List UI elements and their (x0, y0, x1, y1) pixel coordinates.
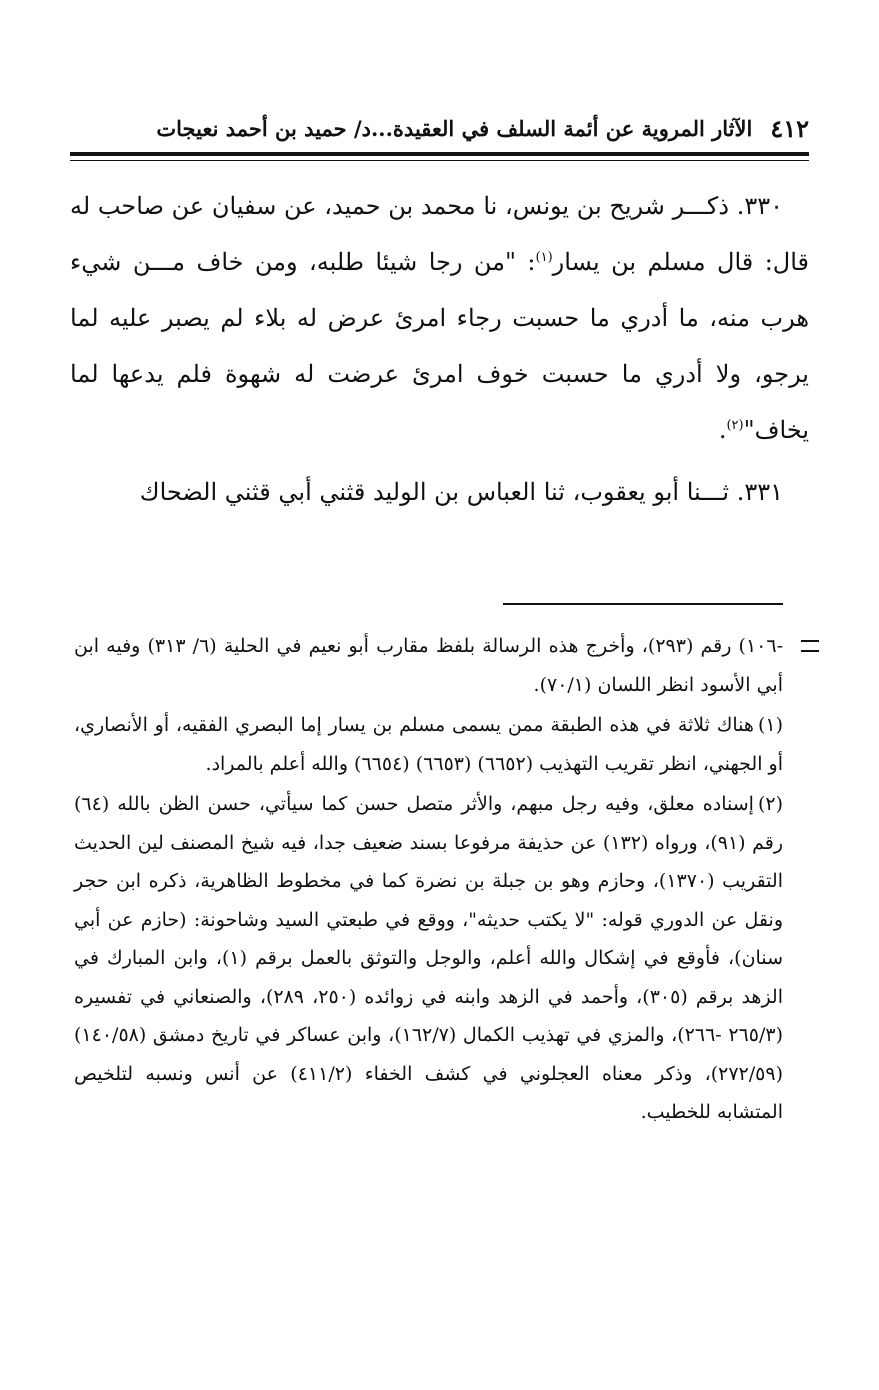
footnote-2 (74, 785, 783, 1132)
paragraph-330-tail: . (718, 416, 727, 444)
footnote-separator (503, 603, 783, 605)
header-rule-thin (70, 160, 809, 161)
running-header (70, 108, 809, 148)
header-rule-thick (70, 152, 809, 156)
running-title: الآثار المروية عن أئمة السلف في العقيدة...د/ حميد بن أحمد نعيجات (156, 115, 753, 141)
paragraph-330 (70, 178, 809, 458)
paragraph-330-middle: : "من رجا شيئا طلبه، ومن خاف مـــن شيء هرب منه، ما أدري ما حسبت رجاء امرئ عرض له بلاء لم يصبر عليه لما يرجو، ولا أدري ما حسبت خوف امرئ عرضت له شهوة فلم يدعها لما يخاف" (70, 248, 809, 444)
footnote-ref-2: (٢) (726, 418, 744, 433)
main-text (70, 178, 809, 526)
paragraph-330-lead: ٣٣٠. ذكـــر شريح بن يونس، نا محمد بن حميد، عن سفيان عن صاحب له قال: قال مسلم بن يسار (70, 192, 810, 276)
footnotes (74, 627, 783, 1134)
footnote-ref-1: (١) (535, 250, 553, 265)
footnote-continuation-mark (801, 640, 819, 652)
footnote-continuation: -١٠٦) رقم (٢٩٣)، وأخرج هذه الرسالة بلفظ مقارب أبو نعيم في الحلية (٦/ ٣١٣) وفيه ابن أبي الأسود انظر اللسان (٧٠/١). (74, 635, 783, 696)
footnote-1-number: (١) (757, 714, 783, 736)
footnote-1-text: هناك ثلاثة في هذه الطبقة ممن يسمى مسلم بن يسار إما البصري الفقيه، أو الأنصاري، أو الجهني، انظر تقريب التهذيب (٦٦٥٢) (٦٦٥٣) (٦٦٥٤) والله أعلم بالمراد. (74, 714, 783, 775)
footnote-2-number: (٢) (757, 793, 783, 815)
footnote-1 (74, 706, 783, 783)
footnote-2-text: إسناده معلق، وفيه رجل مبهم، والأثر متصل حسن كما سيأتي، حسن الظن بالله (٦٤) رقم (٩١)، ورواه (١٣٢) عن حذيفة مرفوعا بسند ضعيف جدا، فيه شيخ المصنف لين الحديث التقريب (١٣٧٠)، وحازم وهو بن جبلة بن نضرة كما في مخطوط الظاهرية، ذكره ابن حجر ونقل عن الدوري قوله: "لا يكتب حديثه"، ووقع في طبعتي السيد وشاحونة: (حازم عن أبي سنان)، فأوقع في إشكال والله أعلم، والوجل والتوثق بالعمل برقم (١)، وابن المبارك في الزهد برقم (٣٠٥)، وأحمد في الزهد وابنه في زوائده (٢٥٠، ٢٨٩)، والصنعاني في تفسيره (٢٦٥/٣ -٢٦٦)، والمزي في تهذيب الكمال (١٦٢/٧)، وابن عساكر في تاريخ دمشق (١٤٠/٥٨) (٢٧٢/٥٩)، وذكر معناه العجلوني في كشف الخفاء (٤١١/٢) عن أنس ونسبه لتلخيص المتشابه للخطيب. (74, 793, 784, 1123)
paragraph-331: ٣٣١. ثـــنا أبو يعقوب، ثنا العباس بن الوليد قثني أبي قثني الضحاك (139, 478, 783, 506)
page-number: ٤١٢ (770, 113, 809, 143)
